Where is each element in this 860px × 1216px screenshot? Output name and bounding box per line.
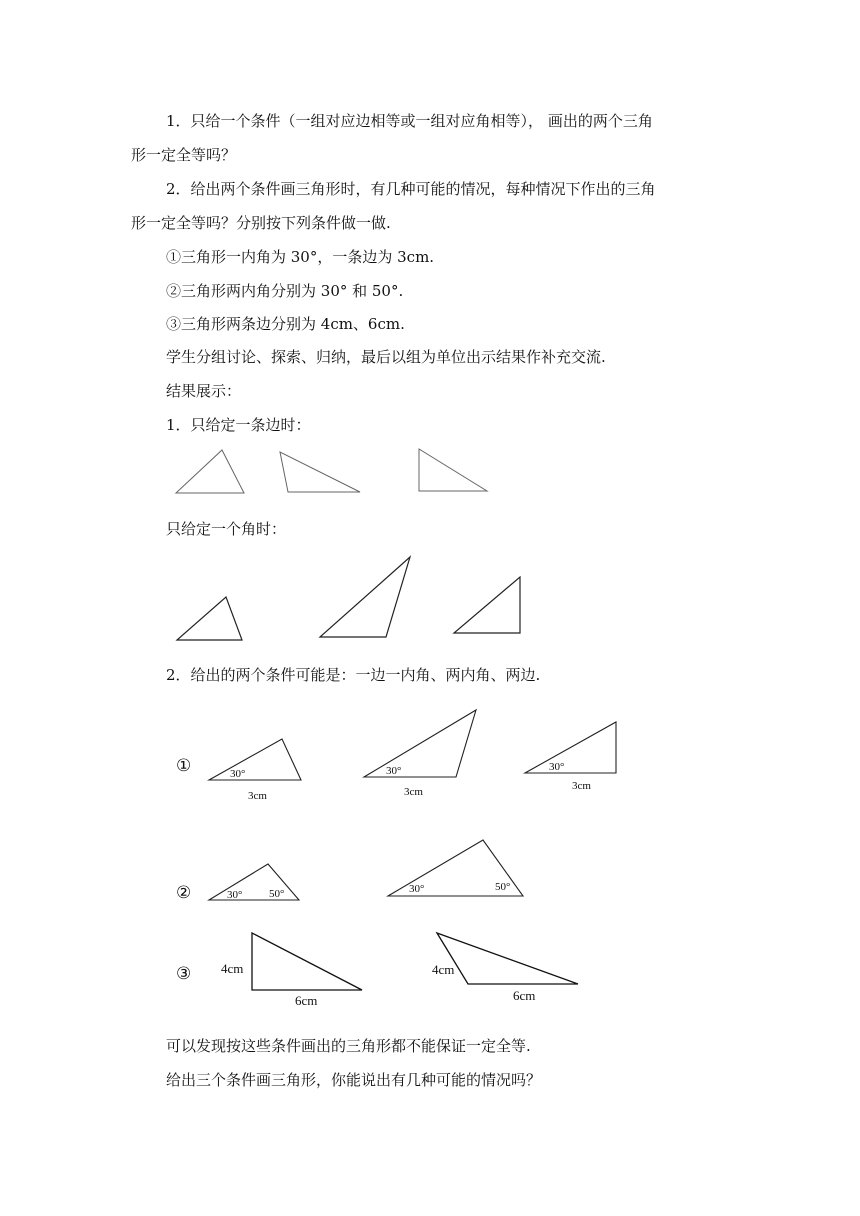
angle-label: 30° xyxy=(230,768,246,780)
discussion-text: 学生分组讨论、探索、归纳，最后以组为单位出示结果作补充交流. xyxy=(166,348,606,366)
angle-side-triangle-2 xyxy=(364,710,476,777)
angle-label: 30° xyxy=(386,765,402,777)
results-heading: 结果展示： xyxy=(166,382,242,400)
condition-2: ②三角形两内角分别为 30° 和 50°. xyxy=(166,282,404,300)
case-2-marker: ② xyxy=(176,883,192,902)
two-angles-triangle-1 xyxy=(209,864,299,900)
q2-line-2: 形一定全等吗？分别按下列条件做一做. xyxy=(131,214,391,232)
case-3-marker: ③ xyxy=(176,964,192,983)
case-1-marker: ① xyxy=(176,756,192,775)
q2-line-1: 2．给出两个条件画三角形时，有几种可能的情况，每种情况下作出的三角 xyxy=(166,180,656,198)
two-conditions-heading: 2．给出的两个条件可能是：一边一内角、两内角、两边. xyxy=(166,666,541,684)
one-side-triangle-1 xyxy=(176,450,244,493)
side-label: 3cm xyxy=(248,790,267,802)
angle-label: 50° xyxy=(269,888,285,900)
angle-side-triangle-1 xyxy=(209,739,301,780)
one-angle-triangle-2 xyxy=(320,557,410,637)
two-sides-triangle-1 xyxy=(252,933,362,990)
angle-side-triangle-3 xyxy=(525,722,616,773)
side-label: 3cm xyxy=(572,780,591,792)
conclusion-text: 可以发现按这些条件画出的三角形都不能保证一定全等. xyxy=(166,1037,531,1055)
side-label: 6cm xyxy=(513,988,536,1003)
one-side-triangle-3 xyxy=(419,449,487,491)
one-angle-heading: 只给定一个角时： xyxy=(166,520,287,538)
angle-label: 30° xyxy=(227,889,243,901)
two-sides-triangle-2 xyxy=(437,933,578,984)
side-label: 6cm xyxy=(295,993,318,1008)
angle-label: 30° xyxy=(409,883,425,895)
condition-3: ③三角形两条边分别为 4cm、6cm. xyxy=(166,315,405,333)
side-label: 4cm xyxy=(221,961,244,976)
one-side-triangle-2 xyxy=(280,452,360,492)
final-question: 给出三个条件画三角形，你能说出有几种可能的情况吗？ xyxy=(166,1071,542,1089)
condition-1: ①三角形一内角为 30°，一条边为 3cm. xyxy=(166,248,435,266)
angle-label: 30° xyxy=(549,761,565,773)
side-label: 4cm xyxy=(432,962,455,977)
side-label: 3cm xyxy=(404,786,423,798)
one-angle-triangle-3 xyxy=(454,577,520,633)
q1-line-2: 形一定全等吗？ xyxy=(131,146,237,164)
one-angle-triangle-1 xyxy=(177,597,242,640)
angle-label: 50° xyxy=(495,881,511,893)
q1-line-1: 1．只给一个条件（一组对应边相等或一组对应角相等）， 画出的两个三角 xyxy=(166,112,653,130)
one-side-heading: 1．只给定一条边时： xyxy=(166,416,311,434)
